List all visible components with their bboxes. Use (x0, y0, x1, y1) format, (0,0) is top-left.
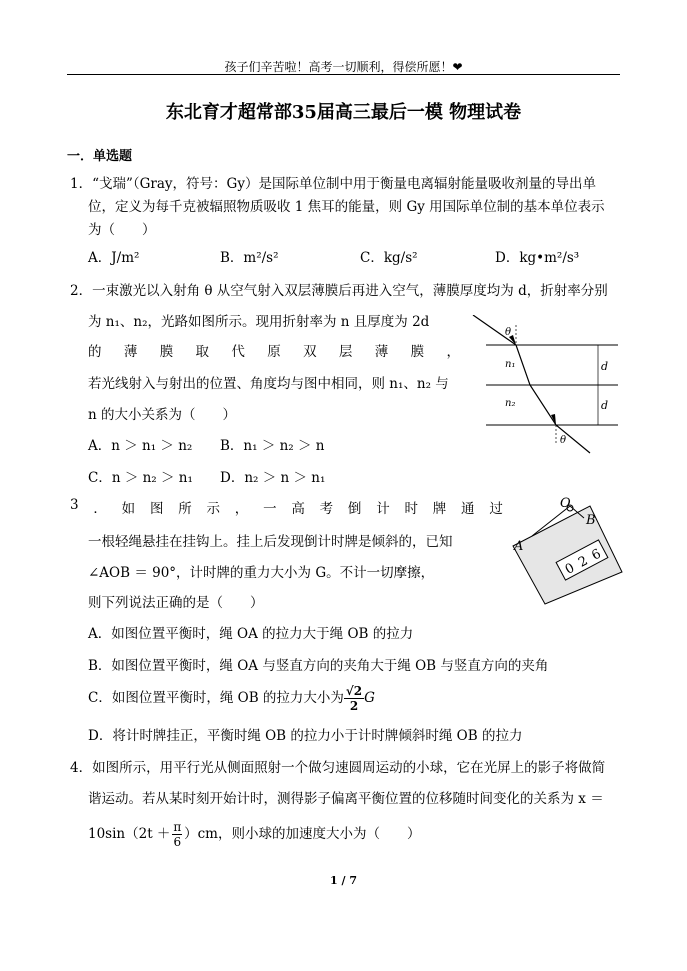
q3-line-4: 则下列说法正确的是（ ） (88, 595, 264, 611)
digit-3: 6 (589, 546, 604, 564)
q3-option-c-numerator: √2 (345, 684, 363, 698)
q3-line-1-char: 通 (461, 501, 475, 517)
digit-1: 0 (562, 560, 578, 578)
q2-line-4: 若光线射入与射出的位置、角度均与图中相同，则 n₁、n₂ 与 (88, 376, 449, 392)
label-theta-top: θ (505, 327, 512, 338)
q3-line-1-char: 牌 (432, 501, 447, 517)
q3-line-1-char: 计 (376, 501, 390, 517)
q2-line-3-char: 薄 (123, 344, 138, 360)
q3-line-1-char: 时 (404, 501, 418, 517)
q2-option-b: B．n₁ ＞ n₂ ＞ n (220, 438, 325, 454)
q2-line-3-char: 代 (231, 344, 245, 360)
q1-line-1: 1．“戈瑞”（Gray，符号：Gy）是国际单位制中用于衡量电离辐射能量吸收剂量的导出单 (70, 176, 596, 192)
label-a: A (514, 539, 524, 554)
q3-line-3: ∠AOB ＝ 90°，计时牌的重力大小为 G。不计一切摩擦， (88, 565, 435, 581)
page-number: 1 / 7 (330, 874, 357, 887)
thin-film-diagram (468, 315, 628, 455)
q1-option-d: D．kg•m²/s³ (495, 250, 580, 266)
q2-option-d: D．n₂ ＞ n ＞ n₁ (220, 470, 326, 486)
q2-line-3-char: 双 (303, 344, 317, 360)
label-b: B (586, 513, 596, 528)
q2-line-3-char: 取 (195, 344, 210, 360)
page-title: 东北育才超常部35届高三最后一模 物理试卷 (165, 102, 522, 123)
q4-formula-fraction (172, 820, 182, 849)
q3-line-1-char: 如 (121, 501, 136, 517)
label-d-1: d (601, 360, 609, 373)
q3-option-d: D．将计时牌挂正，平衡时绳 OB 的拉力小于计时牌倾斜时绳 OB 的拉力 (88, 728, 523, 744)
section-heading: 一．单选题 (67, 149, 133, 164)
q2-option-c: C．n ＞ n₂ ＞ n₁ (88, 470, 193, 486)
q3-line-1-char: 示 (206, 501, 220, 517)
q4-formula-denominator: 6 (173, 835, 182, 849)
countdown-board-diagram (510, 494, 625, 606)
q3-line-1-char: ， (234, 501, 249, 517)
q4-line-3 (88, 820, 420, 849)
label-n1: n₁ (505, 359, 516, 370)
header-slogan: 孩子们辛苦啦！高考一切顺利，得偿所愿！❤ (224, 60, 463, 74)
q3-line-1-char: 过 (489, 501, 503, 517)
q2-line-3-char: 层 (338, 344, 353, 360)
q1-option-b: B．m²/s² (220, 250, 279, 266)
q1-option-a: A．J/m² (88, 250, 140, 266)
q3-option-c (88, 684, 375, 713)
q4-formula-numerator: π (173, 820, 182, 834)
q3-option-c-fraction (344, 684, 364, 713)
q3-line-1-char: 所 (178, 501, 192, 517)
q2-line-3 (88, 340, 460, 360)
light-ray-path (473, 315, 590, 453)
q3-line-1-char: ． (93, 501, 107, 517)
q3-option-c-denominator: 2 (344, 698, 364, 713)
digit-2: 2 (576, 553, 591, 571)
q3-line-1 (70, 497, 503, 517)
q1-option-c: C．kg/s² (360, 250, 418, 266)
q2-line-5: n 的大小关系为（ ） (88, 407, 236, 423)
q3-line-1-char: 考 (319, 501, 334, 517)
q2-line-2: 为 n₁、n₂，光路如图所示。现用折射率为 n 且厚度为 2d (88, 314, 430, 330)
q2-line-3-char: 的 (88, 344, 102, 360)
q3-line-1-char: 图 (149, 501, 164, 517)
q4-formula-post: ）cm，则小球的加速度大小为（ ） (184, 826, 421, 842)
q3-line-1-char: 高 (291, 501, 305, 517)
label-n2: n₂ (505, 398, 516, 409)
q1-line-2: 位，定义为每千克被辐照物质吸收 1 焦耳的能量，则 Gy 用国际单位制的基本单位表示 (88, 199, 605, 215)
q4-line-1: 4．如图所示，用平行光从侧面照射一个做匀速圆周运动的小球，它在光屏上的影子将做简 (70, 760, 606, 776)
q3-option-c-text: C．如图位置平衡时，绳 OB 的拉力大小为 (88, 690, 344, 706)
q3-line-1-char: 倒 (347, 501, 362, 517)
q2-line-1: 2．一束激光以入射角 θ 从空气射入双层薄膜后再进入空气，薄膜厚度均为 d，折射率分别 (70, 283, 608, 299)
q2-line-3-char: 膜 (410, 344, 425, 360)
q2-line-3-char: 原 (267, 344, 281, 360)
q4-formula-pre: 10sin（2t ＋ (88, 826, 171, 842)
q2-line-3-char: 膜 (159, 344, 174, 360)
q3-option-c-g: G (364, 690, 375, 706)
q2-line-3-char: 薄 (374, 344, 389, 360)
q4-line-2: 谐运动。若从某时刻开始计时，测得影子偏离平衡位置的位移随时间变化的关系为 x ＝ (88, 791, 604, 807)
q2-line-3-char: ， (446, 344, 460, 360)
label-theta-bottom: θ (560, 435, 567, 446)
label-d-2: d (601, 399, 609, 412)
header-rule (67, 74, 620, 75)
q1-line-3: 为（ ） (88, 222, 156, 238)
q3-line-1-char: 3 (70, 497, 79, 513)
q3-option-a: A．如图位置平衡时，绳 OA 的拉力大于绳 OB 的拉力 (88, 626, 414, 642)
q3-option-b: B．如图位置平衡时，绳 OA 与竖直方向的夹角大于绳 OB 与竖直方向的夹角 (88, 658, 549, 674)
q3-line-2: 一根轻绳悬挂在挂钩上。挂上后发现倒计时牌是倾斜的，已知 (88, 534, 453, 550)
q2-option-a: A．n ＞ n₁ ＞ n₂ (88, 438, 193, 454)
q3-line-1-char: 一 (263, 501, 277, 517)
label-o: O (560, 496, 571, 511)
